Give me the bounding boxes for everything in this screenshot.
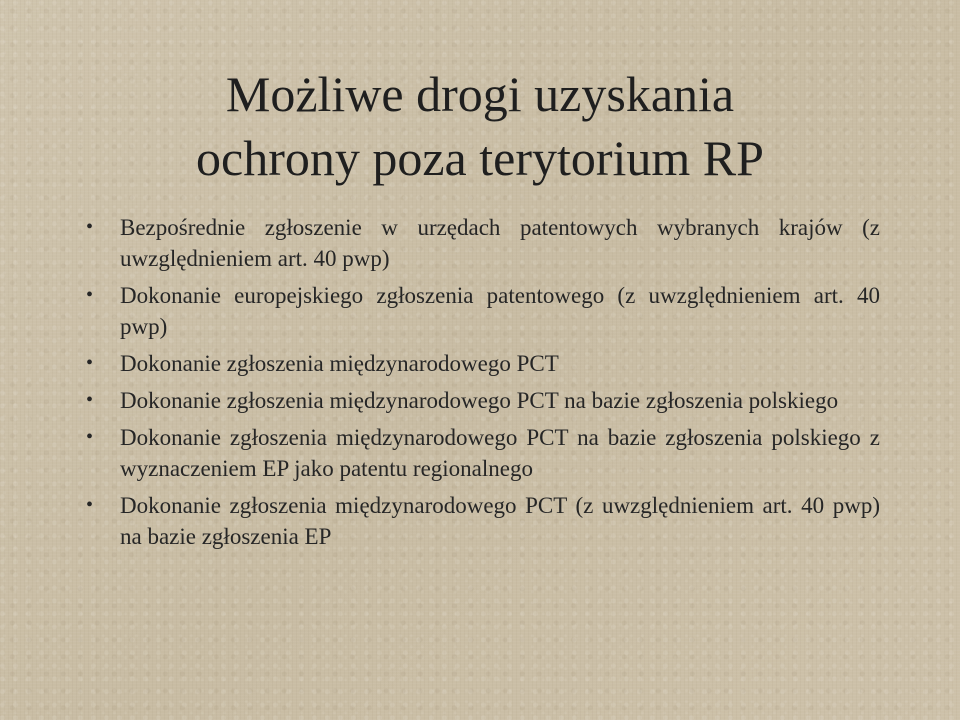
slide-title-line-1: Możliwe drogi uzyskania [225,66,735,122]
bullet-item [80,212,880,274]
bullet-dot-icon: • [86,426,94,448]
bullet-dot-icon: • [86,216,94,238]
bullet-dot-icon: • [86,389,94,411]
bullet-text: Dokonanie zgłoszenia międzynarodowego PCT [120,351,559,376]
bullet-dot-icon: • [86,352,94,374]
bullet-dot-icon: • [86,284,94,306]
bullet-list [80,212,880,558]
bullet-item [80,280,880,342]
bullet-text: Dokonanie zgłoszenia międzynarodowego PCT (z uwzględnieniem art. 40 pwp) na bazie zgłoszenia EP [120,493,880,549]
bullet-text: Dokonanie zgłoszenia międzynarodowego PCT na bazie zgłoszenia polskiego [120,388,839,413]
bullet-text: Dokonanie europejskiego zgłoszenia patentowego (z uwzględnieniem art. 40 pwp) [120,283,880,339]
bullet-item [80,490,880,552]
bullet-item [80,422,880,484]
bullet-text: Dokonanie zgłoszenia międzynarodowego PCT na bazie zgłoszenia polskiego z wyznaczeniem EP jako patentu regionalnego [120,425,880,481]
bullet-text: Bezpośrednie zgłoszenie w urzędach patentowych wybranych krajów (z uwzględnieniem art. 40 pwp) [120,215,880,271]
bullet-item [80,385,880,416]
bullet-dot-icon: • [86,494,94,516]
slide-title [40,62,920,190]
bullet-item [80,348,880,379]
slide-title-line-2: ochrony poza terytorium RP [196,130,764,186]
